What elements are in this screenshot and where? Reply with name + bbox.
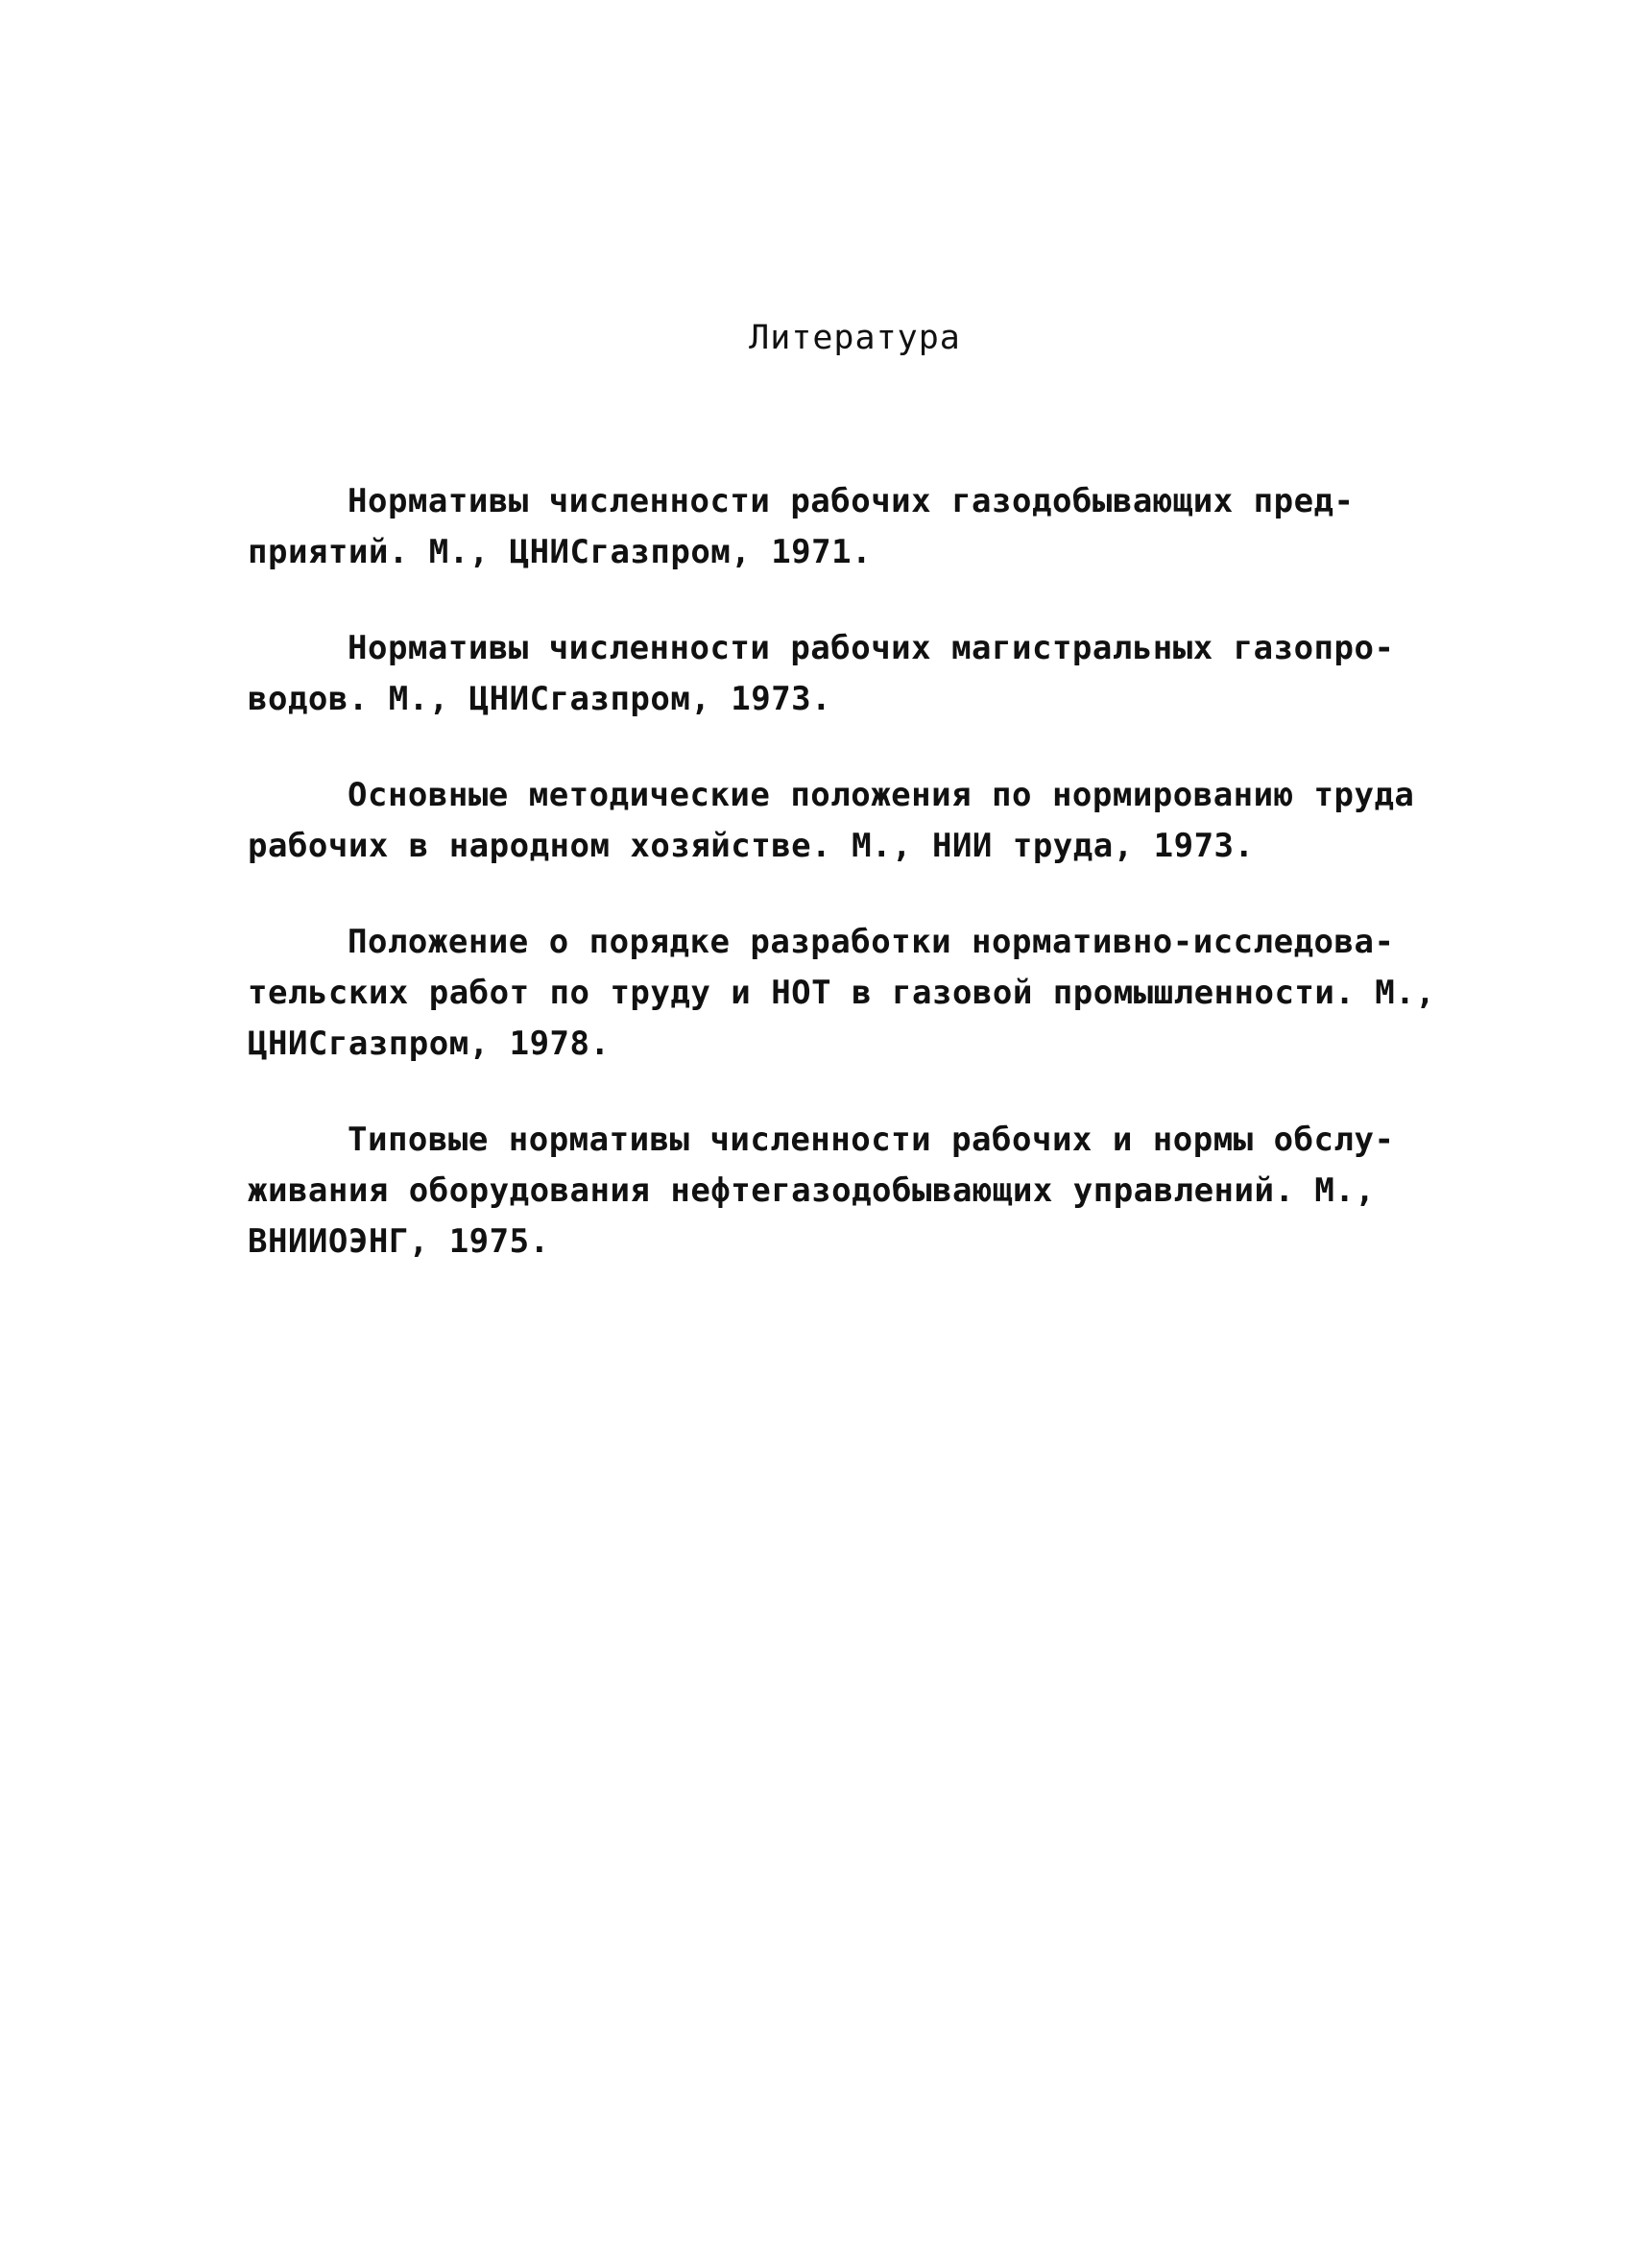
reference-line: ВНИИОЭНГ, 1975. xyxy=(248,1222,550,1261)
reference-item xyxy=(248,917,1436,1070)
reference-line: Основные методические положения по нормированию труда xyxy=(348,776,1415,814)
reference-line: Типовые нормативы численности рабочих и нормы обслу- xyxy=(348,1121,1395,1159)
reference-line: Нормативы численности рабочих магистральных газопро- xyxy=(348,629,1395,667)
reference-item xyxy=(248,623,1395,725)
reference-line: водов. М., ЦНИСгазпром, 1973. xyxy=(248,680,832,718)
reference-item xyxy=(248,1115,1395,1267)
reference-line: приятий. М., ЦНИСгазпром, 1971. xyxy=(248,533,873,571)
reference-line: рабочих в народном хозяйстве. М., НИИ труда, 1973. xyxy=(248,827,1255,865)
reference-list xyxy=(248,476,1436,1313)
reference-line: живания оборудования нефтегазодобывающих управлений. М., xyxy=(248,1171,1376,1210)
reference-line: Нормативы численности рабочих газодобывающих пред- xyxy=(348,482,1355,520)
reference-item xyxy=(248,476,1390,578)
reference-line: ЦНИСгазпром, 1978. xyxy=(248,1025,611,1063)
page-title: Литература xyxy=(749,319,961,357)
reference-line: тельских работ по труду и НОТ в газовой промышленности. М., xyxy=(248,974,1436,1012)
reference-item xyxy=(248,770,1415,872)
reference-line: Положение о порядке разработки нормативно-исследова- xyxy=(348,923,1395,961)
